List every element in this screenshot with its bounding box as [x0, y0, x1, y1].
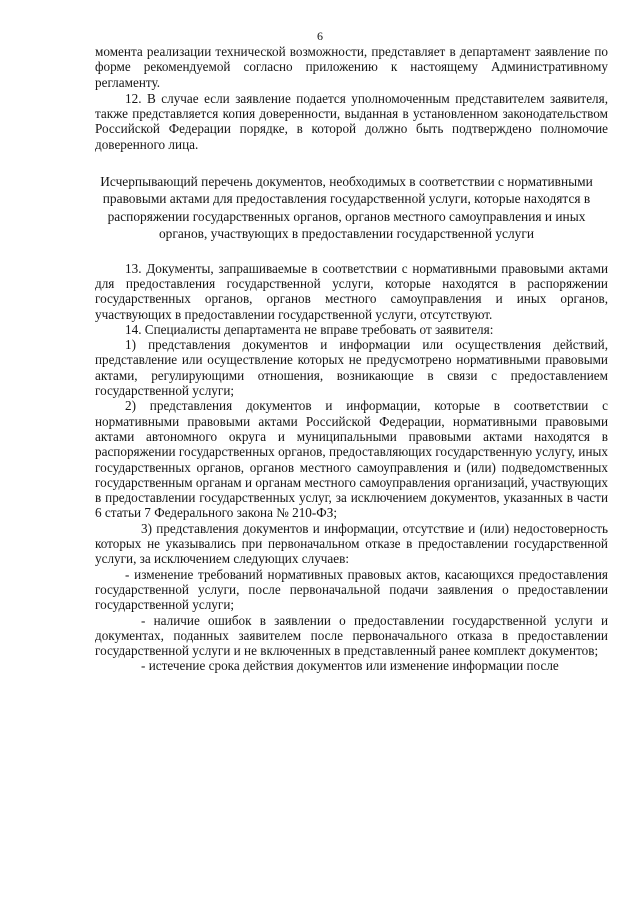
- page-content: [95, 44, 608, 674]
- paragraph-12: 12. В случае если заявление подается уполномоченным представителем заявителя, также представляется копия доверенности, выданная в установленном законодательством Российской Федерации порядке, в которой должно быть подтверждено полномочие доверенного лица.: [95, 90, 608, 152]
- paragraph-14: 14. Специалисты департамента не вправе требовать от заявителя:: [125, 321, 494, 337]
- paragraph-13: 13. Документы, запрашиваемые в соответствии с нормативными правовыми актами для предоставления государственной услуги, которые находятся в распоряжении государственных органов, органов местного самоуправления и иных органов, участвующих в предоставлении государственной услуги, отсутствуют.: [95, 260, 608, 322]
- paragraph-14-item-3: 3) представления документов и информации, отсутствие и (или) недостоверность которых не указывались при первоначальном отказе в предоставлении государственной услуги, за исключением следующих случаев:: [95, 520, 608, 567]
- paragraph-14-item-1: 1) представления документов и информации или осуществления действий, представление или осуществление которых не предусмотрено нормативными правовыми актами, регулирующими отношения, возникающие в связи с предоставлением государственной услуги;: [95, 337, 608, 399]
- dash-item-3: - истечение срока действия документов или изменение информации после: [141, 658, 559, 674]
- paragraph-14-item-2: 2) представления документов и информации, которые в соответствии с нормативными правовыми актами Российской Федерации, нормативными правовыми актами автономного округа и муниципальными правовыми актами находятся в распоряжении государственных органов, предоставляющих государственную услугу, иных государственных органов, органов местного самоуправления и (или) подведомственных государственным органам и органам местного самоуправления организаций, участвующих в предоставлении государственных услуг, за исключением документов, указанных в части 6 статьи 7 Федерального закона № 210-ФЗ;: [95, 398, 608, 521]
- section-heading: Исчерпывающий перечень документов, необходимых в соответствии с нормативными правовыми актами для предоставления государственной услуги, которые находятся в распоряжении государственных органов, органов местного самоуправления и иных органов, участвующих в предоставлении государственной услуги: [100, 174, 593, 242]
- paragraph-continuation: момента реализации технической возможности, представляет в департамент заявление по форме рекомендуемой согласно приложению к настоящему Административному регламенту.: [95, 44, 608, 90]
- dash-item-2: - наличие ошибок в заявлении о предоставлении государственной услуги и документах, поданных заявителем после первоначального отказа в предоставлении государственной услуги и не включенных в представленный ранее комплект документов;: [95, 612, 608, 659]
- page-number: 6: [317, 29, 323, 43]
- dash-item-1: - изменение требований нормативных правовых актов, касающихся предоставления государственной услуги, после первоначальной подачи заявления о предоставлении государственной услуги;: [95, 566, 608, 613]
